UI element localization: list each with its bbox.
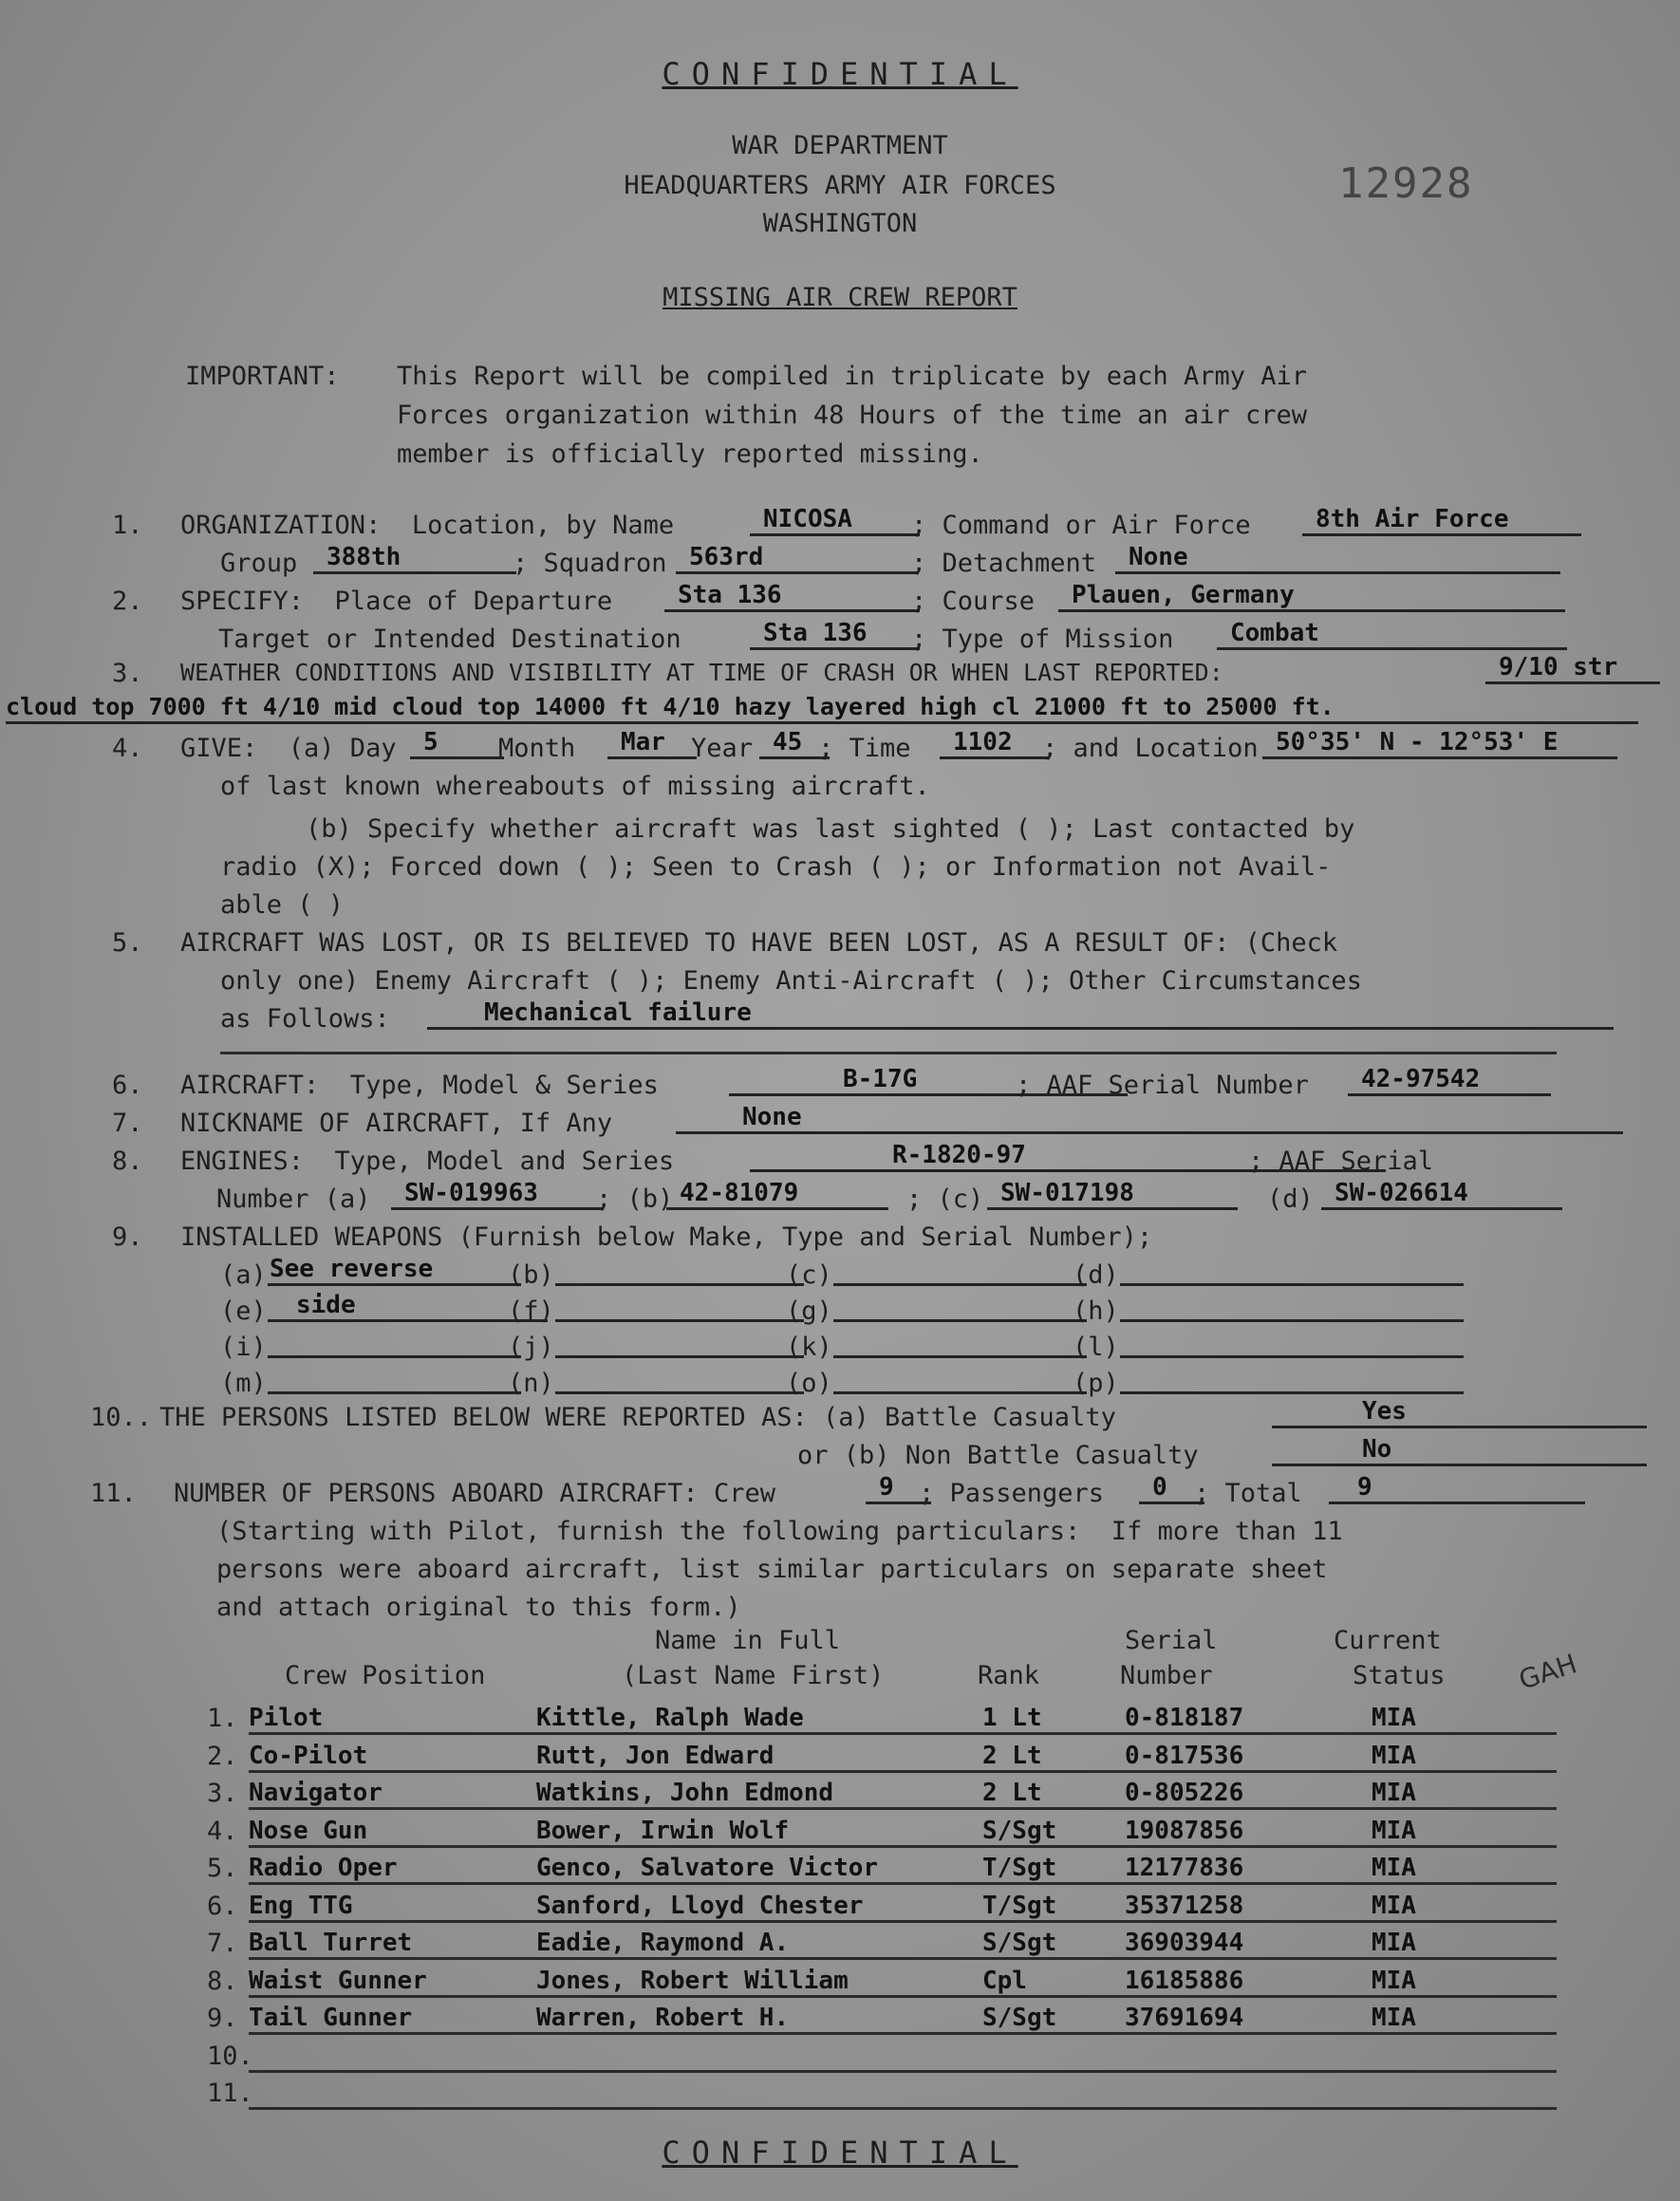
section-2-number: 2. bbox=[112, 587, 143, 616]
text-5-line2: only one) Enemy Aircraft ( ); Enemy Anti-Aircraft ( ); Other Circumstances bbox=[220, 966, 1362, 996]
field-engine-b: 42-81079 bbox=[666, 1179, 888, 1210]
table-row-line bbox=[249, 1995, 1557, 1998]
crew-row-number: 8. bbox=[207, 1967, 238, 1996]
classification-top: CONFIDENTIAL bbox=[662, 56, 1018, 92]
crew-rank: S/Sgt bbox=[982, 1929, 1057, 1957]
crew-serial: 37691694 bbox=[1125, 2004, 1244, 2032]
weapon-slot-label: (h) bbox=[1073, 1296, 1119, 1326]
label-year: Year bbox=[691, 734, 754, 763]
field-location: NICOSA bbox=[750, 505, 920, 536]
important-line-3: member is officially reported missing. bbox=[397, 439, 983, 469]
crew-rank: S/Sgt bbox=[982, 1817, 1057, 1845]
crew-serial: 16185886 bbox=[1125, 1967, 1244, 1995]
crew-status: MIA bbox=[1372, 2004, 1416, 2032]
crew-name: Warren, Robert H. bbox=[536, 2004, 790, 2032]
section-8-number: 8. bbox=[112, 1147, 143, 1176]
section-1-number: 1. bbox=[112, 511, 143, 540]
weapon-slot-label: (g) bbox=[786, 1296, 832, 1326]
label-aircraft-model: AIRCRAFT: Type, Model & Series bbox=[180, 1071, 659, 1100]
field-squadron: 563rd bbox=[676, 543, 917, 574]
weapon-slot-field bbox=[833, 1363, 1087, 1394]
field-month: Mar bbox=[607, 728, 697, 759]
crew-status: MIA bbox=[1372, 1892, 1416, 1920]
crew-name: Eadie, Raymond A. bbox=[536, 1929, 790, 1957]
label-engine-a: Number (a) bbox=[216, 1184, 371, 1214]
label-course: ; Course bbox=[911, 587, 1036, 616]
crew-position: Radio Oper bbox=[249, 1854, 398, 1882]
table-row-line bbox=[249, 2070, 1557, 2073]
field-loss-reason: Mechanical failure bbox=[427, 998, 1614, 1030]
table-row-line bbox=[249, 1845, 1557, 1848]
report-title: MISSING AIR CREW REPORT bbox=[663, 283, 1017, 312]
weapon-slot-field bbox=[268, 1363, 521, 1394]
crew-status: MIA bbox=[1372, 1817, 1416, 1845]
table-row-line bbox=[249, 1732, 1557, 1735]
label-command: ; Command or Air Force bbox=[911, 511, 1251, 540]
crew-status: MIA bbox=[1372, 1779, 1416, 1807]
crew-position: Tail Gunner bbox=[249, 2004, 413, 2032]
field-engine-d: SW-026614 bbox=[1321, 1179, 1562, 1210]
label-engine-c: ; (c) bbox=[906, 1184, 984, 1214]
crew-row-number: 3. bbox=[207, 1779, 238, 1808]
crew-rank: S/Sgt bbox=[982, 2004, 1057, 2032]
field-course: Plauen, Germany bbox=[1058, 581, 1565, 612]
field-day: 5 bbox=[410, 728, 504, 759]
weapon-slot-label: (f) bbox=[508, 1296, 554, 1326]
text-5-line1: AIRCRAFT WAS LOST, OR IS BELIEVED TO HAVE BEEN LOST, AS A RESULT OF: (Check bbox=[180, 928, 1338, 958]
field-engine-type: R-1820-97 bbox=[750, 1141, 1386, 1172]
important-line-2: Forces organization within 48 Hours of the time an air crew bbox=[397, 401, 1308, 430]
weapon-slot-label: (e) bbox=[220, 1296, 267, 1326]
weapon-slot-label: (i) bbox=[220, 1333, 267, 1362]
section-11-number: 11. bbox=[90, 1479, 137, 1508]
weapon-slot-field: See reverse bbox=[268, 1255, 521, 1286]
field-passengers: 0 bbox=[1139, 1473, 1204, 1504]
header-status-1: Current bbox=[1334, 1626, 1442, 1655]
crew-rank: T/Sgt bbox=[982, 1892, 1057, 1920]
crew-name: Jones, Robert William bbox=[536, 1967, 849, 1995]
crew-row-number: 7. bbox=[207, 1929, 238, 1958]
text-11-note3: and attach original to this form.) bbox=[216, 1593, 741, 1622]
section-6-number: 6. bbox=[112, 1071, 143, 1100]
crew-serial: 0-818187 bbox=[1125, 1704, 1244, 1732]
important-label: IMPORTANT: bbox=[185, 362, 340, 391]
crew-row-number: 4. bbox=[207, 1817, 238, 1846]
label-aaf-serial: ; AAF Serial Number bbox=[1016, 1071, 1309, 1100]
header-status-2: Status bbox=[1353, 1661, 1446, 1690]
label-location-4: ; and Location bbox=[1042, 734, 1259, 763]
classification-bottom: CONFIDENTIAL bbox=[662, 2135, 1018, 2171]
crew-row-number: 1. bbox=[207, 1704, 238, 1733]
text-4b-line2: radio (X); Forced down ( ); Seen to Crash ( ); or Information not Avail- bbox=[220, 852, 1332, 882]
weapon-slot-label: (d) bbox=[1073, 1260, 1119, 1290]
section-5-number: 5. bbox=[112, 928, 143, 958]
crew-status: MIA bbox=[1372, 1929, 1416, 1957]
crew-name: Kittle, Ralph Wade bbox=[536, 1704, 804, 1732]
crew-position: Co-Pilot bbox=[249, 1742, 368, 1770]
field-last-location: 50°35' N - 12°53' E bbox=[1262, 728, 1617, 759]
crew-row-number: 6. bbox=[207, 1892, 238, 1921]
weapon-slot-field bbox=[555, 1255, 804, 1286]
weapon-slot-label: (a) bbox=[220, 1260, 267, 1290]
crew-rank: T/Sgt bbox=[982, 1854, 1057, 1882]
crew-status: MIA bbox=[1372, 1854, 1416, 1882]
crew-row-number: 9. bbox=[207, 2004, 238, 2033]
field-crew-count: 9 bbox=[866, 1473, 931, 1504]
section-4-number: 4. bbox=[112, 734, 143, 763]
section-3-number: 3. bbox=[112, 659, 143, 688]
field-weather-a: 9/10 str bbox=[1485, 653, 1660, 684]
label-engines: ENGINES: Type, Model and Series bbox=[180, 1147, 675, 1176]
crew-rank: 1 Lt bbox=[982, 1704, 1042, 1732]
crew-row-number: 11. bbox=[207, 2079, 253, 2108]
field-target: Sta 136 bbox=[750, 619, 920, 650]
field-departure: Sta 136 bbox=[664, 581, 920, 612]
weapon-slot-label: (c) bbox=[786, 1260, 832, 1290]
weapon-slot-label: (j) bbox=[508, 1333, 554, 1362]
crew-position: Nose Gun bbox=[249, 1817, 368, 1845]
text-5-line3: as Follows: bbox=[220, 1004, 390, 1034]
hq-heading: HEADQUARTERS ARMY AIR FORCES bbox=[624, 171, 1056, 200]
crew-row-number: 10. bbox=[207, 2042, 253, 2071]
section-7-number: 7. bbox=[112, 1109, 143, 1138]
weapon-slot-field bbox=[555, 1363, 804, 1394]
label-detachment: ; Detachment bbox=[911, 549, 1097, 578]
crew-position: Eng TTG bbox=[249, 1892, 353, 1920]
weapon-slot-field bbox=[268, 1327, 521, 1358]
weapon-slot-field bbox=[833, 1327, 1087, 1358]
label-total: ; Total bbox=[1194, 1479, 1302, 1508]
weapon-slot-label: (l) bbox=[1073, 1333, 1119, 1362]
crew-name: Genco, Salvatore Victor bbox=[536, 1854, 879, 1882]
weapon-slot-field bbox=[555, 1291, 804, 1322]
label-target: Target or Intended Destination bbox=[218, 625, 681, 654]
weapon-slot-field bbox=[1120, 1363, 1464, 1394]
field-detachment: None bbox=[1115, 543, 1560, 574]
crew-name: Watkins, John Edmond bbox=[536, 1779, 834, 1807]
weapon-slot-label: (p) bbox=[1073, 1369, 1119, 1398]
table-row-line bbox=[249, 1920, 1557, 1923]
label-passengers: ; Passengers bbox=[919, 1479, 1105, 1508]
weapon-slot-label: (b) bbox=[508, 1260, 554, 1290]
label-day: GIVE: (a) Day bbox=[180, 734, 397, 763]
label-persons-aboard: NUMBER OF PERSONS ABOARD AIRCRAFT: Crew bbox=[174, 1479, 775, 1508]
section-10-number: 10.. bbox=[90, 1403, 153, 1432]
label-engine-b: ; (b) bbox=[596, 1184, 674, 1214]
label-time: ; Time bbox=[818, 734, 911, 763]
crew-position: Waist Gunner bbox=[249, 1967, 427, 1995]
weapon-slot-label: (n) bbox=[508, 1369, 554, 1398]
crew-rank: 2 Lt bbox=[982, 1742, 1042, 1770]
weapon-slot-field bbox=[1120, 1291, 1464, 1322]
crew-rank: 2 Lt bbox=[982, 1779, 1042, 1807]
crew-serial: 0-805226 bbox=[1125, 1779, 1244, 1807]
blank-line-5 bbox=[220, 1052, 1557, 1054]
crew-status: MIA bbox=[1372, 1967, 1416, 1995]
city-heading: WASHINGTON bbox=[762, 209, 918, 238]
label-engine-d: (d) bbox=[1267, 1184, 1314, 1214]
header-serial-2: Number bbox=[1120, 1661, 1213, 1690]
label-engine-serial: ; AAF Serial bbox=[1248, 1147, 1434, 1176]
crew-serial: 19087856 bbox=[1125, 1817, 1244, 1845]
crew-row-number: 5. bbox=[207, 1854, 238, 1883]
crew-name: Rutt, Jon Edward bbox=[536, 1742, 775, 1770]
crew-position: Navigator bbox=[249, 1779, 383, 1807]
header-serial-1: Serial bbox=[1125, 1626, 1218, 1655]
field-engine-c: SW-017198 bbox=[987, 1179, 1238, 1210]
weapon-slot-label: (o) bbox=[786, 1369, 832, 1398]
label-squadron: ; Squadron bbox=[513, 549, 667, 578]
field-time: 1102 bbox=[940, 728, 1048, 759]
header-name-2: (Last Name First) bbox=[622, 1661, 885, 1690]
text-4b-line3: able ( ) bbox=[220, 890, 345, 920]
crew-serial: 36903944 bbox=[1125, 1929, 1244, 1957]
table-row-line bbox=[249, 1882, 1557, 1885]
table-row-line bbox=[249, 2107, 1557, 2110]
initials-mark: GAH bbox=[1515, 1648, 1581, 1696]
report-number: 12928 bbox=[1338, 159, 1474, 208]
table-row-line bbox=[249, 2032, 1557, 2035]
weapon-slot-label: (k) bbox=[786, 1333, 832, 1362]
crew-status: MIA bbox=[1372, 1742, 1416, 1770]
field-aircraft-model: B-17G bbox=[729, 1065, 1128, 1096]
dept-heading: WAR DEPARTMENT bbox=[732, 131, 948, 160]
field-command: 8th Air Force bbox=[1302, 505, 1581, 536]
text-4b-line1: (b) Specify whether aircraft was last sighted ( ); Last contacted by bbox=[306, 814, 1355, 844]
crew-status: MIA bbox=[1372, 1704, 1416, 1732]
label-month: Month bbox=[498, 734, 576, 763]
field-aaf-serial: 42-97542 bbox=[1348, 1065, 1551, 1096]
header-crew-position: Crew Position bbox=[285, 1661, 486, 1690]
header-rank: Rank bbox=[978, 1661, 1040, 1690]
text-11-note2: persons were aboard aircraft, list similar particulars on separate sheet bbox=[216, 1555, 1328, 1584]
section-9-number: 9. bbox=[112, 1222, 143, 1252]
text-4-line2: of last known whereabouts of missing aircraft. bbox=[220, 772, 930, 801]
field-year: 45 bbox=[759, 728, 830, 759]
label-nickname: NICKNAME OF AIRCRAFT, If Any bbox=[180, 1109, 613, 1138]
weapon-slot-field: side bbox=[268, 1291, 548, 1322]
crew-rank: Cpl bbox=[982, 1967, 1027, 1995]
header-name-1: Name in Full bbox=[655, 1626, 841, 1655]
field-weather-b: cloud top 7000 ft 4/10 mid cloud top 14000 ft 4/10 hazy layered high cl 21000 ft to 25000 ft. bbox=[6, 693, 1638, 724]
crew-position: Pilot bbox=[249, 1704, 324, 1732]
label-non-battle-casualty: or (b) Non Battle Casualty bbox=[797, 1441, 1199, 1470]
label-weapons: INSTALLED WEAPONS (Furnish below Make, Type and Serial Number); bbox=[180, 1222, 1153, 1252]
weapon-slot-field bbox=[555, 1327, 804, 1358]
crew-row-number: 2. bbox=[207, 1742, 238, 1771]
field-group: 388th bbox=[313, 543, 516, 574]
field-mission-type: Combat bbox=[1217, 619, 1567, 650]
crew-name: Sanford, Lloyd Chester bbox=[536, 1892, 864, 1920]
field-engine-a: SW-019963 bbox=[391, 1179, 604, 1210]
label-mission-type: ; Type of Mission bbox=[911, 625, 1174, 654]
label-battle-casualty: THE PERSONS LISTED BELOW WERE REPORTED AS: (a) Battle Casualty bbox=[159, 1403, 1116, 1432]
field-battle-casualty: Yes bbox=[1272, 1397, 1647, 1428]
field-nickname: None bbox=[676, 1103, 1623, 1134]
text-11-note1: (Starting with Pilot, furnish the following particulars: If more than 11 bbox=[216, 1517, 1343, 1546]
weapon-slot-field bbox=[1120, 1327, 1464, 1358]
label-departure: SPECIFY: Place of Departure bbox=[180, 587, 613, 616]
weapon-slot-field bbox=[1120, 1255, 1464, 1286]
field-total: 9 bbox=[1329, 1473, 1585, 1504]
label-weather: WEATHER CONDITIONS AND VISIBILITY AT TIME OF CRASH OR WHEN LAST REPORTED: bbox=[180, 659, 1223, 686]
table-row-line bbox=[249, 1957, 1557, 1960]
weapon-slot-field bbox=[833, 1291, 1087, 1322]
label-location: ORGANIZATION: Location, by Name bbox=[180, 511, 675, 540]
label-group: Group bbox=[220, 549, 298, 578]
important-line-1: This Report will be compiled in triplicate by each Army Air bbox=[397, 362, 1308, 391]
crew-position: Ball Turret bbox=[249, 1929, 413, 1957]
crew-name: Bower, Irwin Wolf bbox=[536, 1817, 790, 1845]
weapon-slot-field bbox=[833, 1255, 1087, 1286]
field-non-battle-casualty: No bbox=[1272, 1435, 1647, 1466]
crew-serial: 12177836 bbox=[1125, 1854, 1244, 1882]
crew-serial: 35371258 bbox=[1125, 1892, 1244, 1920]
crew-serial: 0-817536 bbox=[1125, 1742, 1244, 1770]
weapon-slot-label: (m) bbox=[220, 1369, 267, 1398]
table-row-line bbox=[249, 1807, 1557, 1810]
table-row-line bbox=[249, 1770, 1557, 1773]
